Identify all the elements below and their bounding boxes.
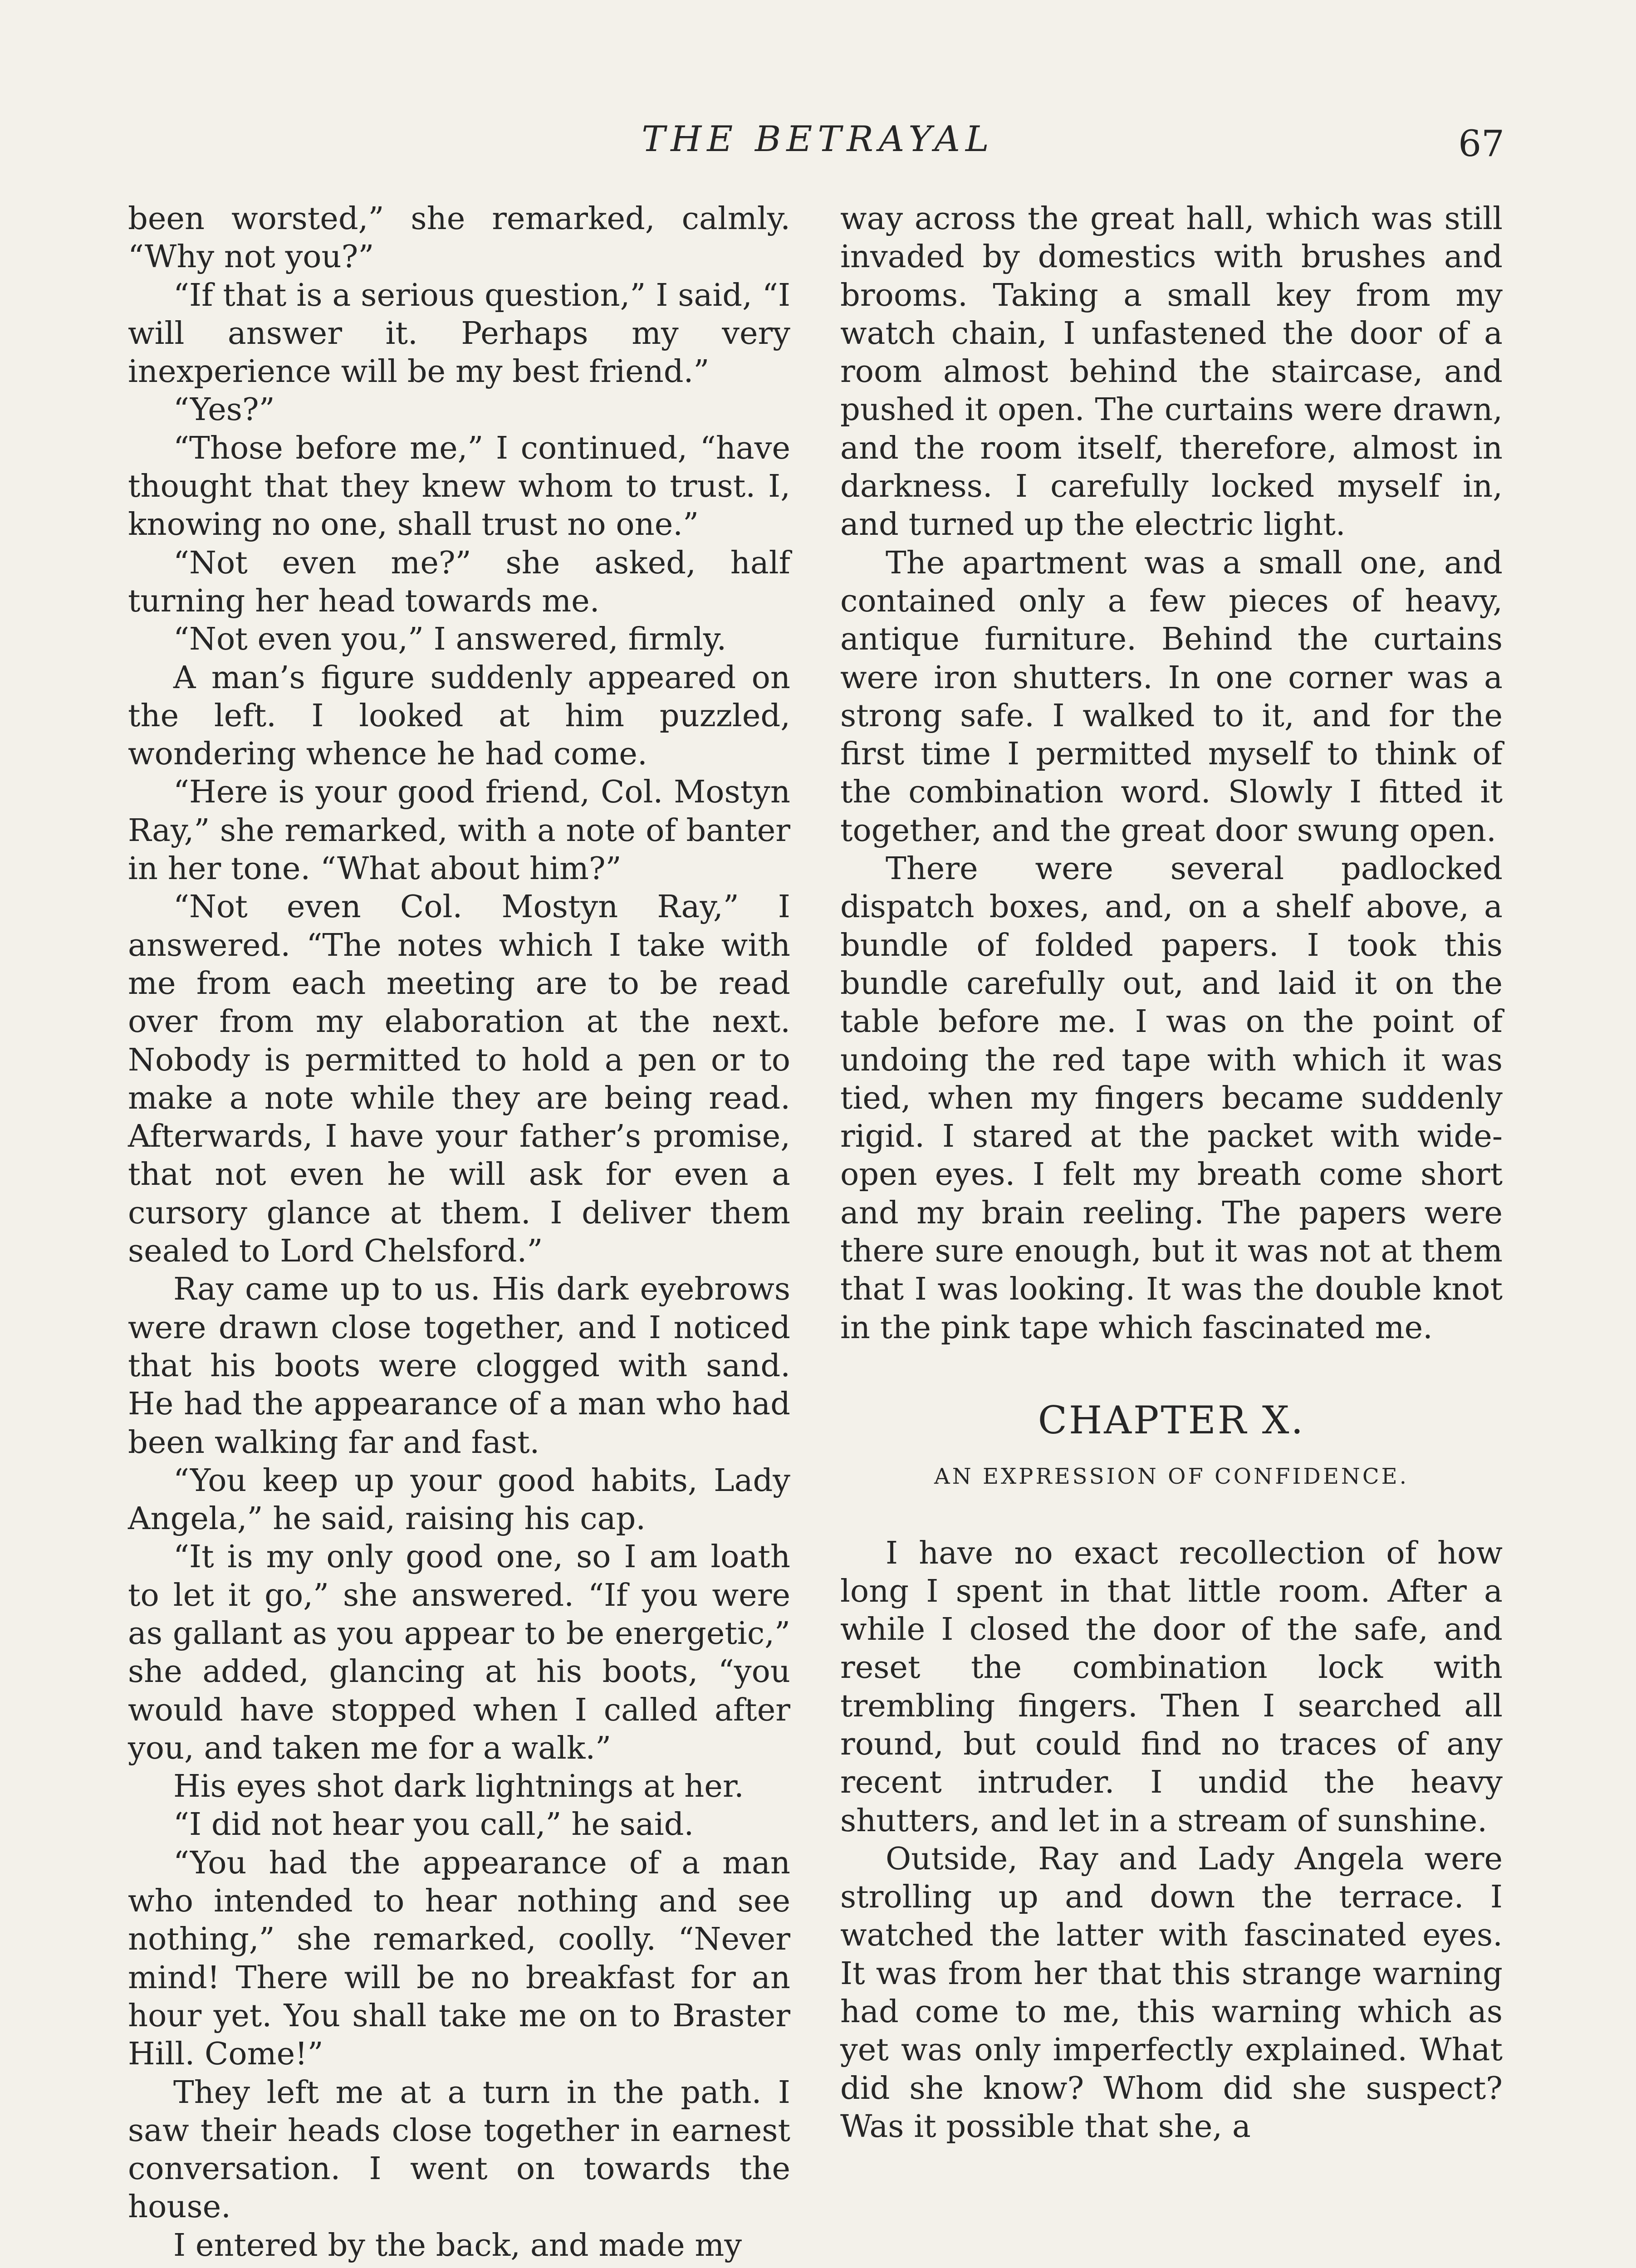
paragraph: “It is my only good one, so I am loath to let it go,” she answered. “If you were as gallant as you appear to be energetic,” she added, glancing at his boots, “you would have stopped when I called after you, and taken me for a walk.” [128,1539,790,1766]
paragraph: I entered by the back, and made my [173,2227,742,2263]
page-number: 67 [1458,122,1504,165]
right-column [840,200,1503,2146]
paragraph: The apartment was a small one, and contained only a few pieces of heavy, antique furniture. Behind the curtains were iron shutters. In one corner was a strong safe. I walked to it, and for the first time I permitted myself to think of the combination word. Slowly I fitted it together, and the great door swung open. [840,544,1503,849]
paragraph: Outside, Ray and Lady Angela were strolling up and down the terrace. I watched the latter with fascinated eyes. It was from her that this strange warning had come to me, this warning which as yet was only imperfectly explained. What did she know? Whom did she suspect? Was it possible that she, a [840,1840,1503,2145]
paragraph: “Not even me?” she asked, half turning her head towards me. [128,544,790,619]
paragraph: “Not even Col. Mostyn Ray,” I answered. “The notes which I take with me from each meeting are to be read over from my elaboration at the next. Nobody is permitted to hold a pen or to make a note while they are being read. Afterwards, I have your father’s promise, that not even he will ask for even a cursory glance at them. I deliver them sealed to Lord Chelsford.” [128,889,790,1270]
paragraph: There were several padlocked dispatch boxes, and, on a shelf above, a bundle of folded papers. I took this bundle carefully out, and laid it on the table before me. I was on the point of undoing the red tape with which it was tied, when my fingers became suddenly rigid. I stared at the packet with wide-open eyes. I felt my breath come short and my brain reeling. The papers were there sure enough, but it was not at them that I was looking. It was the double knot in the pink tape which fascinated me. [840,850,1503,1346]
paragraph: “Yes?” [173,391,275,428]
paragraph: “You had the appearance of a man who intended to hear nothing and see nothing,” she remarked, coolly. “Never mind! There will be no breakfast for an hour yet. You shall take me on to Braster Hill. Come!” [128,1844,790,2072]
paragraph: “You keep up your good habits, Lady Angela,” he said, raising his cap. [128,1462,790,1537]
paragraph: been worsted,” she remarked, calmly. “Why not you?” [128,200,790,275]
paragraph: way across the great hall, which was still invaded by domestics with brushes and brooms. Taking a small key from my watch chain, I unfastened the door of a room almost behind the staircase, and pushed it open. The curtains were drawn, and the room itself, therefore, almost in darkness. I carefully locked myself in, and turned up the electric light. [840,200,1503,543]
paragraph: “I did not hear you call,” he said. [173,1806,694,1843]
paragraph: A man’s figure suddenly appeared on the left. I looked at him puzzled, wondering whence he had come. [128,659,790,772]
paragraph: “Here is your good friend, Col. Mostyn Ray,” she remarked, with a note of banter in her tone. “What about him?” [128,774,790,887]
paragraph: They left me at a turn in the path. I saw their heads close together in earnest conversation. I went on towards the house. [128,2074,790,2225]
paragraph: I have no exact recollection of how long I spent in that little room. After a while I closed the door of the safe, and reset the combination lock with trembling fingers. Then I searched all round, but could find no traces of any recent intruder. I undid the heavy shutters, and let in a stream of sunshine. [840,1535,1503,1839]
paragraph: “If that is a serious question,” I said, “I will answer it. Perhaps my very inexperience will be my best friend.” [128,277,790,390]
paragraph: His eyes shot dark lightnings at her. [173,1768,744,1805]
left-column [128,200,790,2264]
running-title: THE BETRAYAL [642,119,994,160]
page-header [0,119,1636,169]
paragraph: “Not even you,” I answered, firmly. [173,621,727,658]
paragraph: Ray came up to us. His dark eyebrows were drawn close together, and I noticed that his boots were clogged with sand. He had the appearance of a man who had been walking far and fast. [128,1271,790,1461]
paragraph: “Those before me,” I continued, “have thought that they knew whom to trust. I, knowing no one, shall trust no one.” [128,430,790,543]
chapter-title: CHAPTER X. [1038,1398,1305,1442]
chapter-subtitle: AN EXPRESSION OF CONFIDENCE. [934,1464,1409,1490]
